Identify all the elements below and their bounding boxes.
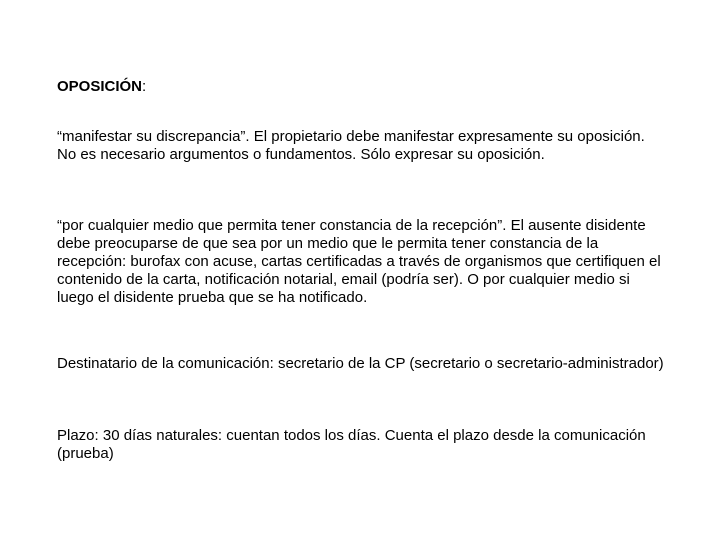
paragraph-reception-means: “por cualquier medio que permita tener constancia de la recepción”. El ausente disidente debe preocuparse de que sea por un medio que le permita tener constancia de la recepción: burofax con acuse, cartas certificadas a través de organismos que certifiquen el contenido de la carta, notificación notarial, email (podría ser). O por cualquier medio si luego el disidente prueba que se ha notificado.: [57, 217, 661, 306]
paragraph-discrepancy: “manifestar su discrepancia”. El propietario debe manifestar expresamente su oposición. No es necesario argumentos o fundamentos. Sólo expresar su oposición.: [57, 128, 645, 163]
heading-label: OPOSICIÓN: [57, 78, 143, 95]
paragraph-recipient: Destinatario de la comunicación: secretario de la CP (secretario o secretario-administrador): [57, 355, 664, 372]
paragraph-deadline: Plazo: 30 días naturales: cuentan todos los días. Cuenta el plazo desde la comunicación (prueba): [57, 427, 646, 462]
slide-content: [57, 0, 667, 540]
heading-colon: :: [142, 78, 147, 95]
section-heading: [57, 78, 146, 96]
